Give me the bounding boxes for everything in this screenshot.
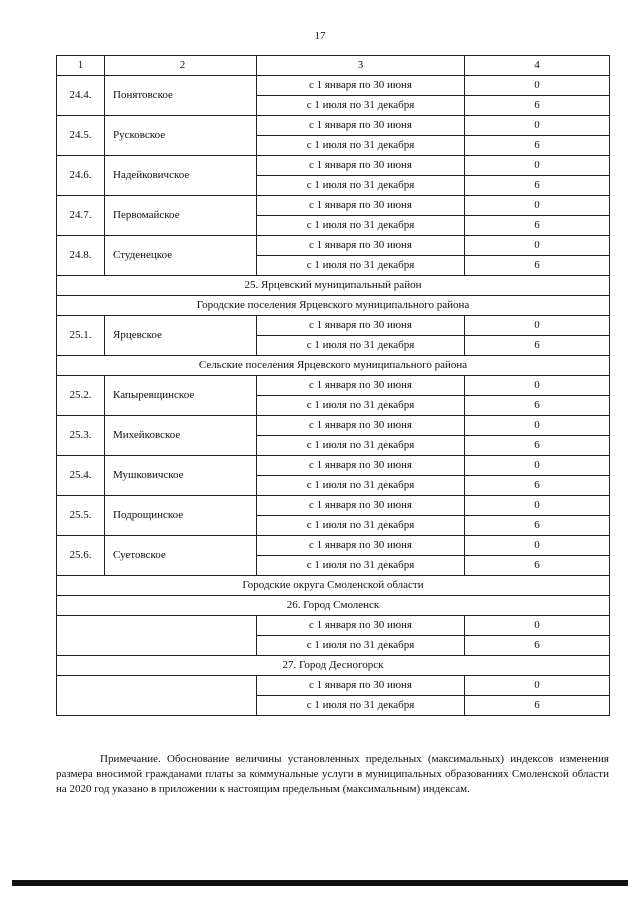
period-first-half: с 1 января по 30 июня [257,616,465,636]
table-row [57,676,610,696]
section-row [57,296,610,316]
table-header-row [57,56,610,76]
section-title-city-districts: Городские округа Смоленской области [57,576,610,596]
settlement-name: Ярцевское [105,316,257,356]
section-row [57,656,610,676]
period-first-half: с 1 января по 30 июня [257,236,465,256]
page-number: 17 [314,30,326,42]
index-value: 0 [465,456,610,476]
period-second-half: с 1 июля по 31 декабря [257,556,465,576]
index-value: 0 [465,76,610,96]
index-value: 6 [465,516,610,536]
row-number: 24.4. [57,76,105,116]
table-row [57,316,610,336]
section-row [57,276,610,296]
period-second-half: с 1 июля по 31 декабря [257,216,465,236]
period-first-half: с 1 января по 30 июня [257,156,465,176]
index-value: 6 [465,96,610,116]
index-value: 6 [465,256,610,276]
index-value: 6 [465,556,610,576]
table-row [57,376,610,396]
settlement-name: Суетовское [105,536,257,576]
period-second-half: с 1 июля по 31 декабря [257,696,465,716]
index-value: 0 [465,376,610,396]
index-value: 0 [465,316,610,336]
index-value: 6 [465,476,610,496]
index-value: 0 [465,496,610,516]
index-value: 6 [465,136,610,156]
period-first-half: с 1 января по 30 июня [257,76,465,96]
period-second-half: с 1 июля по 31 декабря [257,96,465,116]
period-second-half: с 1 июля по 31 декабря [257,136,465,156]
header-col-2: 2 [105,56,257,76]
period-first-half: с 1 января по 30 июня [257,416,465,436]
settlement-name: Понятовское [105,76,257,116]
row-number: 25.6. [57,536,105,576]
period-first-half: с 1 января по 30 июня [257,196,465,216]
index-value: 6 [465,216,610,236]
section-row [57,356,610,376]
row-number: 25.3. [57,416,105,456]
period-second-half: с 1 июля по 31 декабря [257,636,465,656]
table-row [57,416,610,436]
index-value: 0 [465,676,610,696]
section-title-yartsevo-rural: Сельские поселения Ярцевского муниципального района [57,356,610,376]
section-row [57,576,610,596]
header-col-3: 3 [257,56,465,76]
period-first-half: с 1 января по 30 июня [257,676,465,696]
row-number: 24.8. [57,236,105,276]
period-second-half: с 1 июля по 31 декабря [257,476,465,496]
index-value: 0 [465,116,610,136]
table-row [57,496,610,516]
indices-table [56,55,610,716]
settlement-name: Надейковичское [105,156,257,196]
settlement-name: Русковское [105,116,257,156]
section-title-smolensk: 26. Город Смоленск [57,596,610,616]
period-second-half: с 1 июля по 31 декабря [257,436,465,456]
period-second-half: с 1 июля по 31 декабря [257,516,465,536]
index-value: 6 [465,336,610,356]
index-value: 0 [465,196,610,216]
table-row [57,456,610,476]
row-number: 24.7. [57,196,105,236]
index-value: 6 [465,436,610,456]
table-row [57,536,610,556]
period-second-half: с 1 июля по 31 декабря [257,336,465,356]
period-first-half: с 1 января по 30 июня [257,116,465,136]
index-value: 0 [465,616,610,636]
index-value: 0 [465,536,610,556]
index-value: 6 [465,396,610,416]
table-row [57,156,610,176]
section-title-yartsevo-district: 25. Ярцевский муниципальный район [57,276,610,296]
section-title-desnogorsk: 27. Город Десногорск [57,656,610,676]
table-row [57,196,610,216]
settlement-name: Михейковское [105,416,257,456]
bottom-scan-bar [12,880,628,886]
index-value: 6 [465,696,610,716]
row-number: 25.1. [57,316,105,356]
settlement-name: Мушковичское [105,456,257,496]
row-number: 24.6. [57,156,105,196]
index-value: 0 [465,236,610,256]
index-value: 0 [465,416,610,436]
period-first-half: с 1 января по 30 июня [257,496,465,516]
row-number: 25.2. [57,376,105,416]
settlement-name: Подрощинское [105,496,257,536]
row-number: 25.5. [57,496,105,536]
settlement-name: Первомайское [105,196,257,236]
period-second-half: с 1 июля по 31 декабря [257,396,465,416]
index-value: 0 [465,156,610,176]
row-number: 25.4. [57,456,105,496]
table-row [57,236,610,256]
row-number: 24.5. [57,116,105,156]
footnote-paragraph: Примечание. Обоснование величины установленных предельных (максимальных) индексов изменения размера вносимой гражданами платы за коммунальные услуги в муниципальных образованиях Смоленской области на 2020 год указано в приложении к настоящим предельным (максимальным) индексам. [56,753,609,795]
section-title-yartsevo-urban: Городские поселения Ярцевского муниципального района [57,296,610,316]
index-value: 6 [465,176,610,196]
empty-merged-cell [57,676,257,716]
period-first-half: с 1 января по 30 июня [257,456,465,476]
period-first-half: с 1 января по 30 июня [257,536,465,556]
table-row [57,76,610,96]
section-row [57,596,610,616]
settlement-name: Студенецкое [105,236,257,276]
period-second-half: с 1 июля по 31 декабря [257,256,465,276]
header-col-1: 1 [57,56,105,76]
period-second-half: с 1 июля по 31 декабря [257,176,465,196]
empty-merged-cell [57,616,257,656]
period-first-half: с 1 января по 30 июня [257,316,465,336]
table-row [57,616,610,636]
table-row [57,116,610,136]
period-first-half: с 1 января по 30 июня [257,376,465,396]
index-value: 6 [465,636,610,656]
header-col-4: 4 [465,56,610,76]
settlement-name: Капыревщинское [105,376,257,416]
